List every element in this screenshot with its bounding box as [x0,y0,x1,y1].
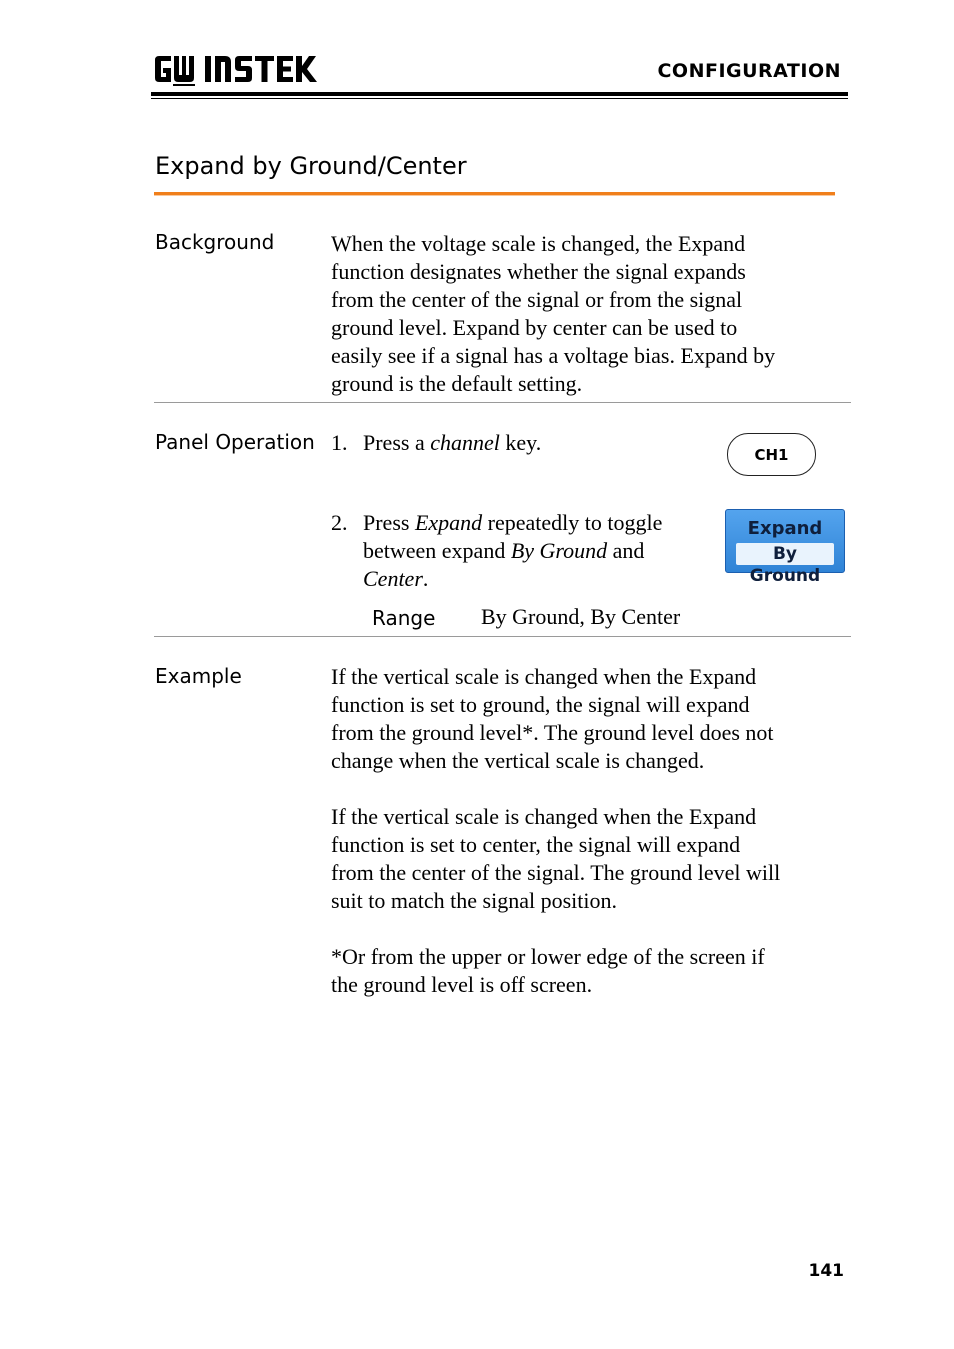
row-divider [154,402,851,403]
section-label: CONFIGURATION [657,60,841,82]
range-value: By Ground, By Center [481,604,681,629]
example-line: *Or from the upper or lower edge of the screen if [331,944,765,969]
background-line: When the voltage scale is changed, the Expand [331,231,746,256]
step-text-part: Press a [363,430,431,455]
softkey-top-label: Expand [747,518,823,539]
background-label: Background [155,230,275,254]
expand-softkey-button[interactable] [725,509,845,586]
page-number: 141 [808,1261,844,1281]
example-label: Example [155,664,242,688]
step-text-part: key. [499,430,542,455]
header-rule-thin [151,98,848,99]
step-text-em: Expand [414,510,483,535]
background-line: function designates whether the signal expands [331,259,746,284]
row-divider [154,636,851,637]
example-line: change when the vertical scale is changed. [331,748,705,773]
example-line: function is set to ground, the signal will expand [331,692,750,717]
example-line: the ground level is off screen. [331,972,593,997]
step-2-number: 2. [331,510,348,535]
example-line: from the ground level*. The ground level does not [331,720,774,745]
step-text-part: and [607,538,645,563]
background-line: easily see if a signal has a voltage bias. Expand by [331,343,776,368]
step-2-line [363,509,708,537]
background-line: ground level. Expand by center can be used to [331,315,738,340]
softkey-bottom-label: By Ground [736,543,834,565]
example-line: function is set to center, the signal will expand [331,832,741,857]
page-title: Expand by Ground/Center [155,152,467,180]
ch1-key-button[interactable]: CH1 [727,433,816,476]
step-1-number: 1. [331,430,348,455]
title-underline-shadow [154,195,835,196]
step-text-em: channel [430,430,500,455]
step-2-text [363,509,708,593]
step-2-line [363,537,708,565]
step-text-em: Center [363,566,423,591]
step-text-part: between expand [363,538,511,563]
gw-instek-logo [153,52,323,86]
background-line: ground is the default setting. [331,371,583,396]
example-paragraph-1 [331,663,846,775]
example-paragraph-2 [331,803,846,915]
step-text-part: . [422,566,429,591]
example-line: from the center of the signal. The ground level will [331,860,781,885]
step-2-line [363,565,708,593]
example-line: If the vertical scale is changed when the Expand [331,664,757,689]
example-footnote [331,943,846,999]
step-text-part: repeatedly to toggle [482,510,663,535]
example-line: suit to match the signal position. [331,888,617,913]
header-rule [151,92,848,96]
step-text-em: By Ground [510,538,608,563]
step-1-text [363,429,541,457]
example-line: If the vertical scale is changed when the Expand [331,804,757,829]
background-text [331,230,846,398]
panel-operation-label: Panel Operation [155,430,315,454]
range-label: Range [372,606,436,630]
background-line: from the center of the signal or from the signal [331,287,743,312]
step-text-part: Press [363,510,415,535]
